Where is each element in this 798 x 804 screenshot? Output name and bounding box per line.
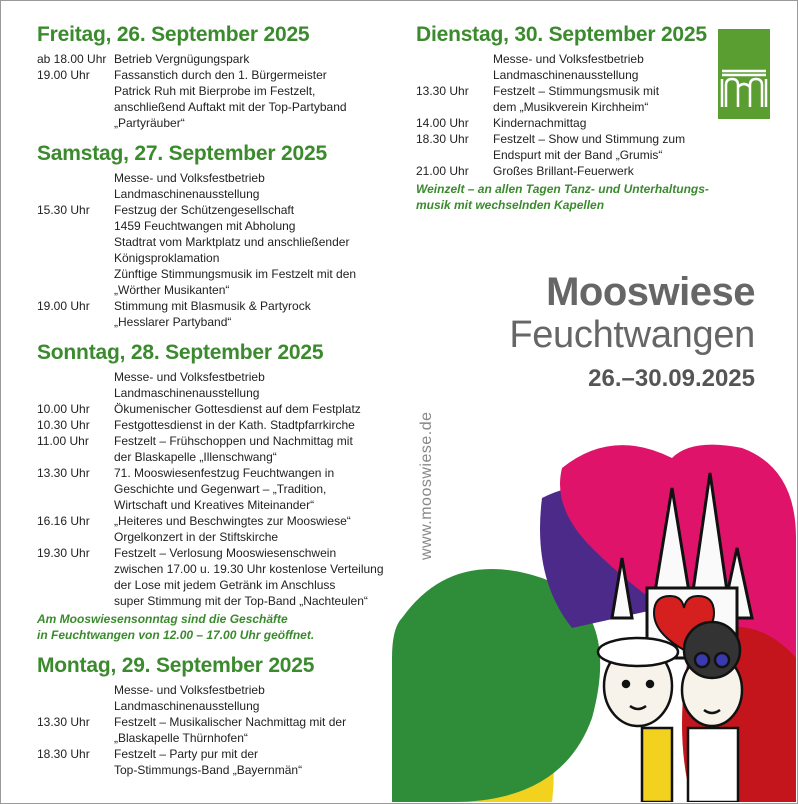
entry-time: [416, 51, 493, 83]
entry-description: 71. Mooswiesenfestzug Feuchtwangen in Geschichte und Gegenwart – „Tradition, Wirtschaft und Kreatives Miteinander“: [114, 466, 335, 512]
entry-description: Messe- und Volksfestbetrieb Landmaschinenausstellung: [114, 683, 265, 713]
festival-town: Feuchtwangen: [509, 314, 755, 356]
weinzelt-note: Weinzelt – an allen Tagen Tanz- und Unterhaltungs- musik mit wechselnden Kapellen: [416, 182, 709, 212]
figure-right: [682, 622, 742, 802]
entry-time: 18.30 Uhr: [416, 132, 469, 146]
program-entry: [416, 131, 766, 163]
festival-title-block: [440, 270, 755, 394]
day-title: Dienstag, 30. September 2025: [416, 23, 707, 46]
entry-time: 21.00 Uhr: [416, 164, 469, 178]
program-entry: [37, 714, 397, 746]
entry-description: Großes Brillant-Feuerwerk: [493, 164, 634, 178]
program-entry: [37, 298, 397, 330]
entry-list: [37, 170, 397, 330]
entry-time: [37, 170, 114, 202]
program-entry: [416, 51, 766, 83]
entry-list: [37, 51, 397, 131]
entry-description: Stimmung mit Blasmusik & Partyrock „Hesslarer Partyband“: [114, 299, 311, 329]
entry-description: Festzelt – Musikalischer Nachmittag mit der „Blaskapelle Thürnhofen“: [114, 715, 347, 745]
day-title: Samstag, 27. September 2025: [37, 142, 327, 165]
day-tuesday: [416, 22, 766, 213]
entry-description: Messe- und Volksfestbetrieb Landmaschinenausstellung: [493, 52, 644, 82]
entry-description: Kindernachmittag: [493, 116, 587, 130]
entry-time: 13.30 Uhr: [37, 466, 90, 480]
entry-description: Betrieb Vergnügungspark: [114, 52, 250, 66]
entry-description: Festzelt – Frühschoppen und Nachmittag mit der Blaskapelle „Illenschwang“: [114, 434, 353, 464]
day-title: Freitag, 26. September 2025: [37, 23, 310, 46]
day-monday: [37, 653, 397, 778]
festival-illustration: [392, 428, 796, 802]
arches-logo-icon: [718, 29, 770, 119]
entry-list: [37, 682, 397, 778]
program-entry: [37, 433, 397, 465]
program-entry: [37, 682, 397, 714]
entry-time: 16.16 Uhr: [37, 514, 90, 528]
entry-description: Festzug der Schützengesellschaft 1459 Feuchtwangen mit Abholung Stadtrat vom Marktplatz und anschließender Königsproklamation Zünftige Stimmungsmusik im Festzelt mit den „Wörther Musikanten“: [114, 203, 357, 297]
entry-time: 19.00 Uhr: [37, 299, 90, 313]
program-entry: [37, 417, 397, 433]
entry-list: [416, 51, 766, 179]
entry-time: 10.00 Uhr: [37, 402, 90, 416]
festival-dates: 26.–30.09.2025: [588, 365, 755, 392]
entry-description: Messe- und Volksfestbetrieb Landmaschinenausstellung: [114, 370, 265, 400]
program-entry: [37, 465, 397, 513]
program-entry: [37, 202, 397, 298]
entry-time: 19.00 Uhr: [37, 68, 90, 82]
program-entry: [37, 401, 397, 417]
program-entry: [37, 369, 397, 401]
day-saturday: [37, 141, 397, 330]
entry-description: Festgottesdienst in der Kath. Stadtpfarrkirche: [114, 418, 355, 432]
entry-time: 11.00 Uhr: [37, 434, 89, 448]
program-entry: [37, 67, 397, 131]
town-logo: [718, 29, 770, 119]
website-url: www.mooswiese.de: [418, 411, 435, 560]
day-title: Sonntag, 28. September 2025: [37, 341, 324, 364]
entry-time: 15.30 Uhr: [37, 203, 90, 217]
entry-description: Ökumenischer Gottesdienst auf dem Festplatz: [114, 402, 361, 416]
festival-title: Mooswiese: [546, 270, 755, 314]
program-entry: [416, 83, 766, 115]
program-entry: [416, 115, 766, 131]
entry-time: [37, 369, 114, 401]
program-left-column: [37, 22, 397, 788]
entry-description: Festzelt – Stimmungsmusik mit dem „Musikverein Kirchheim“: [493, 84, 660, 114]
entry-time: 18.30 Uhr: [37, 747, 90, 761]
entry-time: 13.30 Uhr: [37, 715, 90, 729]
entry-description: Messe- und Volksfestbetrieb Landmaschinenausstellung: [114, 171, 265, 201]
entry-time: 14.00 Uhr: [416, 116, 469, 130]
shops-open-note: Am Mooswiesensonntag sind die Geschäfte in Feuchtwangen von 12.00 – 17.00 Uhr geöffnet.: [37, 612, 315, 642]
program-entry: [37, 51, 397, 67]
program-entry: [37, 746, 397, 778]
entry-time: 19.30 Uhr: [37, 546, 90, 560]
entry-description: Fassanstich durch den 1. Bürgermeister Patrick Ruh mit Bierprobe im Festzelt, anschließend Auftakt mit der Top-Partyband „Partyräuber“: [114, 68, 347, 130]
entry-description: Festzelt – Party pur mit der Top-Stimmungs-Band „Bayernmän“: [114, 747, 303, 777]
program-entry: [37, 545, 397, 609]
entry-time: [37, 682, 114, 714]
entry-description: Festzelt – Verlosung Mooswiesenschwein zwischen 17.00 u. 19.30 Uhr kostenlose Verteilung der Lose mit jedem Getränk im Anschluss super Stimmung mit der Top-Band „Nachteulen“: [114, 546, 384, 608]
day-title: Montag, 29. September 2025: [37, 654, 315, 677]
program-right-column: [416, 22, 766, 223]
entry-description: „Heiteres und Beschwingtes zur Mooswiese“ Orgelkonzert in der Stiftskirche: [114, 514, 351, 544]
entry-list: [37, 369, 397, 609]
entry-time: 13.30 Uhr: [416, 84, 469, 98]
entry-time: ab 18.00 Uhr: [37, 52, 107, 66]
program-entry: [37, 170, 397, 202]
entry-description: Festzelt – Show und Stimmung zum Endspurt mit der Band „Grumis“: [493, 132, 686, 162]
figure-left: [598, 638, 678, 802]
program-entry: [416, 163, 766, 179]
entry-time: 10.30 Uhr: [37, 418, 90, 432]
day-sunday: [37, 340, 397, 643]
day-friday: [37, 22, 397, 131]
program-entry: [37, 513, 397, 545]
